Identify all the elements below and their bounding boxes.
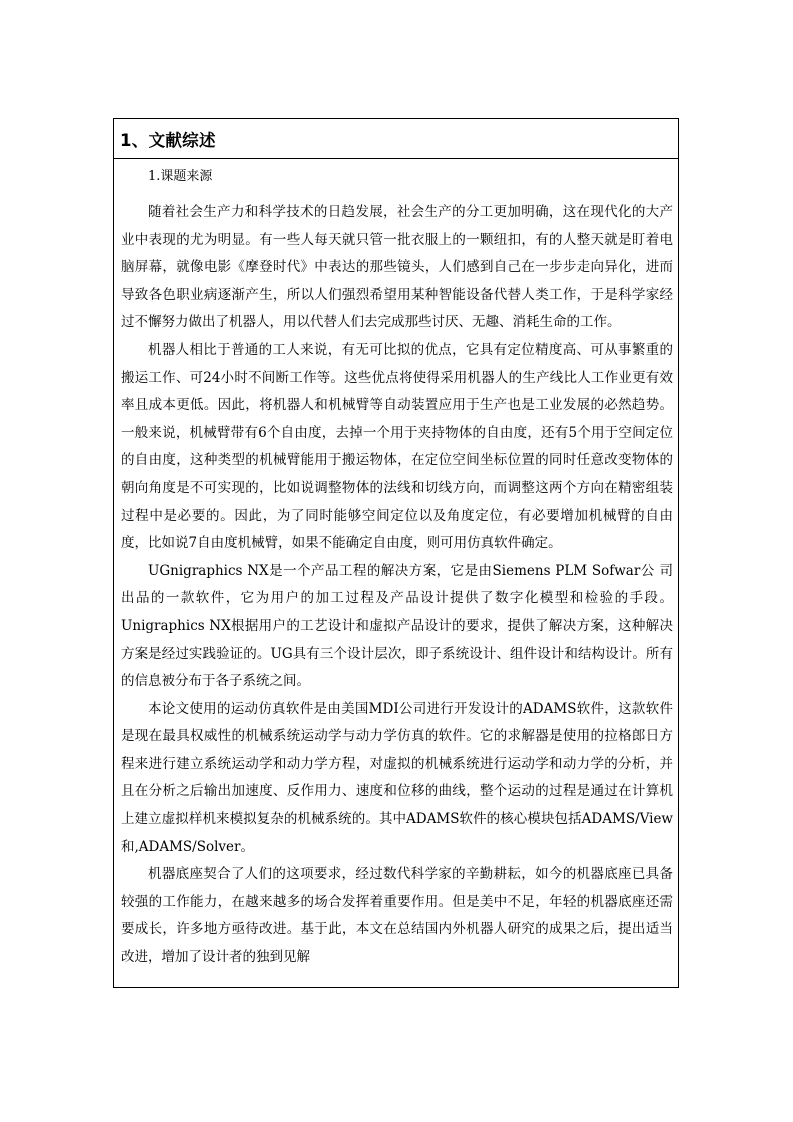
section-title: 1、文献综述 xyxy=(120,130,216,150)
section-header-row xyxy=(114,119,678,159)
subsection-title: 1.课题来源 xyxy=(148,169,213,184)
paragraph-4: 本论文使用的运动仿真软件是由美国MDI公司进行开发设计的ADAMS软件，这款软件是现在最具权威性的机械系统运动学与动力学仿真的软件。它的求解器是使用的拉格郎日方程来进行建立系统运动学和动力学方程，对虚拟的机械系统进行运动学和动力学的分析，并且在分析之后输出加速度、反作用力、速度和位移的曲线，整个运动的过程是通过在计算机上建立虚拟样机来模拟复杂的机械系统的。其中ADAMS软件的核心模块包括ADAMS/View和,ADAMS/Solver。 xyxy=(121,700,673,855)
paragraph-2: 机器人相比于普通的工人来说，有无可比拟的优点，它具有定位精度高、可从事繁重的搬运工作、可24小时不间断工作等。这些优点将使得采用机器人的生产线比人工作业更有效率且成本更低。因此，将机器人和机械臂等自动装置应用于生产也是工业发展的必然趋势。一般来说，机械臂带有6个自由度，去掉一个用于夹持物体的自由度，还有5个用于空间定位的自由度，这种类型的机械臂能用于搬运物体，在定位空间坐标位置的同时任意改变物体的朝向角度是不可实现的，比如说调整物体的法线和切线方向，而调整这两个方向在精密组装过程中是必要的。因此，为了同时能够空间定位以及角度定位，有必要增加机械臂的自由度，比如说7自由度机械臂，如果不能确定自由度，则可用仿真软件确定。 xyxy=(121,341,673,552)
document-table xyxy=(113,118,679,988)
section-body xyxy=(114,159,678,972)
paragraph-3: UGnigraphics NX是一个产品工程的解决方案，它是由Siemens PLM Sofwar公 司出品的一款软件，它为用户的加工过程及产品设计提供了数字化模型和检验的手段。Unigraphics NX根据用户的工艺设计和虚拟产品设计的要求，提供了解决方案，这种解决方案是经过实践验证的。UG具有三个设计层次，即子系统设计、组件设计和结构设计。所有的信息被分布于各子系统之间。 xyxy=(121,562,673,690)
paragraph-1: 随着社会生产力和科学技术的日趋发展，社会生产的分工更加明确，这在现代化的大产业中表现的尤为明显。有一些人每天就只管一批衣服上的一颗纽扣，有的人整天就是盯着电脑屏幕，就像电影《摩登时代》中表达的那些镜头，人们感到自己在一步步走向异化，进而导致各色职业病逐渐产生，所以人们强烈希望用某种智能设备代替人类工作，于是科学家经过不懈努力做出了机器人，用以代替人们去完成那些讨厌、无趣、消耗生命的工作。 xyxy=(121,204,673,331)
paragraph-5: 机器底座契合了人们的这项要求，经过数代科学家的辛勤耕耘，如今的机器底座已具备较强的工作能力，在越来越多的场合发挥着重要作用。但是美中不足，年轻的机器底座还需要成长，许多地方亟待改进。基于此，本文在总结国内外机器人研究的成果之后，提出适当改进，增加了设计者的独到见解 xyxy=(121,866,673,966)
